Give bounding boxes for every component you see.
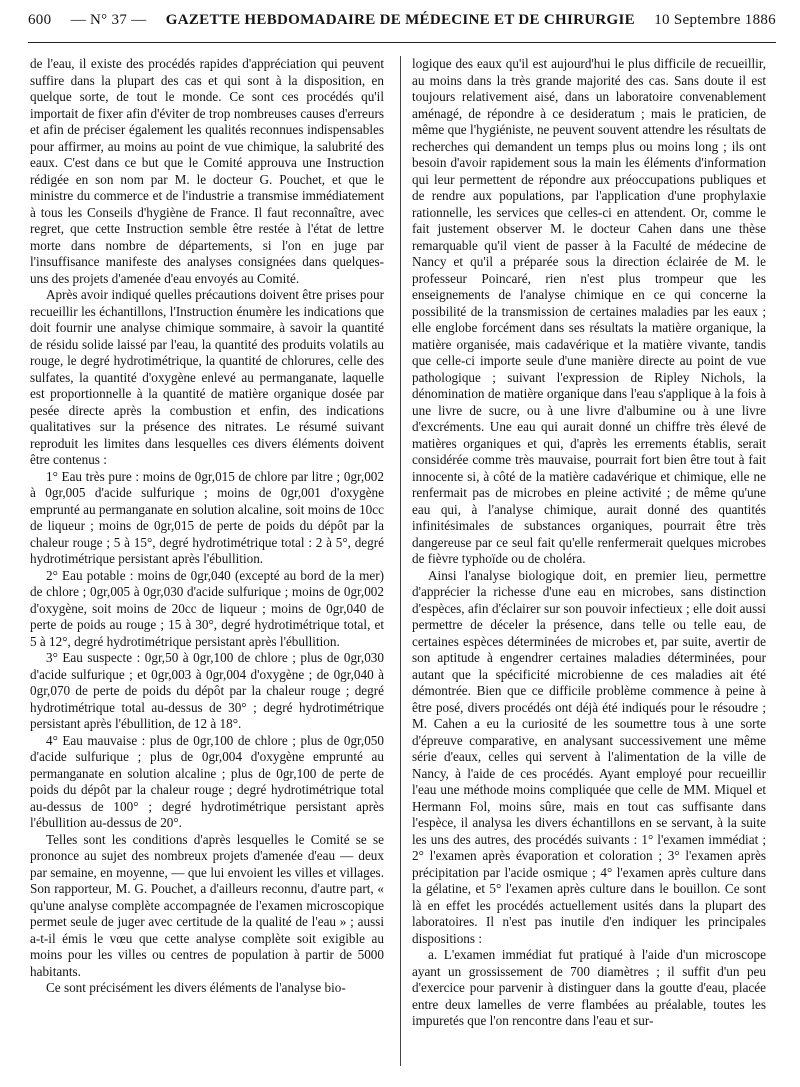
- paragraph: Après avoir indiqué quelles précautions doivent être prises pour recueillir les échantillons, l'Instruction énumère les indications que doit fournir une analyse chimique sommaire, à savoir la quantité de résidu solide laissé par l'eau, la quantité des produits volatils au rouge, le degré hydrotimétrique, la quantité de chlorures, celle des sulfates, la quantité d'oxygène enlevé au permanganate, laquelle est proportionnelle à la quantité de matière organique dosée par pesée directe après la combustion et enfin, des indications qualitatives sur la présence des nitrates. Le résumé suivant reproduit les limites dans lesquelles ces divers éléments doivent être contenus :: [30, 287, 384, 467]
- paragraph: logique des eaux qu'il est aujourd'hui le plus difficile de recueillir, au moins dans la très grande majorité des cas. Sans doute il est toujours relativement aisé, dans un laboratoire convenablement aménagé, de répondre à ce desideratum ; mais le praticien, de même que l'hygiéniste, ne peuvent souvent attendre les résultats de recherches qui demandent un temps plus ou moins long ; ils ont besoin d'avoir rapidement sous la main les éléments d'information qui leur permettent de répondre aux préoccupations publiques et de rendre aux populations, par l'application d'une prophylaxie rationnelle, les services que celles-ci en attendent. Or, comme le fait justement observer M. le docteur Cahen dans une thèse remarquable qu'il vient de passer à la Faculté de médecine de Nancy et qu'il a préparée sous la direction éclairée de M. le professeur Poincaré, rien n'est plus trompeur que les enseignements de l'analyse chimique en ce qui concerne la possibilité de la transmission de certaines maladies par les eaux ; elle englobe forcément dans ses résultats la matière organique, la matière organisée, mais cadavérique et la matière vivante, tandis que celle-ci importe seule d'une manière directe au point de vue pathologique ; suivant l'expression de Ripley Nichols, la dénomination de matière organique dans l'eau s'applique à la fois à une livre de sucre, ou à une livre d'albumine ou à une livre d'excréments. Une eau qui aurait donné un chiffre très élevé de matières organiques et qui, d'après les errements établis, serait considérée comme très mauvaise, pourrait fort bien être tout à fait innocente si, à côté de la matière cadavérique et chimique, elle ne renfermait pas de microbes en pleine activité ; de même qu'une eau qui, à l'analyse chimique, aurait donné des quantités infinitésimales de substances organiques, pourrait être très dangereuse par ce seul fait qu'elle renfermerait quelques microbes de fièvre typhoïde ou de choléra.: [412, 56, 766, 566]
- right-column: [412, 56, 766, 1030]
- left-column: [30, 56, 384, 997]
- paragraph: 1° Eau très pure : moins de 0gr,015 de chlore par litre ; 0gr,002 à 0gr,005 d'acide sulfurique ; moins de 0gr,001 d'oxygène emprunté au permanganate en solution alcaline, soit moins de 10cc de liqueur ; moins de 0gr,015 de perte de poids du dépôt par la chaleur rouge ; 5 à 15°, degré hydrotimétrique total : 2 à 5°, degré hydrotimétrique persistant après l'ébullition.: [30, 468, 384, 566]
- paragraph: Telles sont les conditions d'après lesquelles le Comité se se prononce au sujet des nombreux projets d'amenée d'eau — deux par semaine, en moyenne, — que lui envoient les villes et villages. Son rapporteur, M. G. Pouchet, a d'ailleurs reconnu, d'autre part, « qu'une analyse complète accompagnée de l'examen microscopique permet seule de juger avec certitude de la qualité de l'eau » ; aussi a-t-il émis le vœu que cette analyse complète soit exigible au moins pour les villes ou centres de population à partir de 5000 habitants.: [30, 831, 384, 979]
- paragraph: a. L'examen immédiat fut pratiqué à l'aide d'un microscope ayant un grossissement de 700 diamètres ; il suffit d'un peu d'exercice pour parvenir à distinguer dans la goutte d'eau, placée entre deux lamelles de verre flambées au préalable, toutes les impuretés que l'on rencontre dans l'eau et sur-: [412, 947, 766, 1028]
- column-divider: [400, 56, 401, 1066]
- issue-number: — N° 37 —: [70, 12, 147, 28]
- page-header: [28, 12, 776, 38]
- paragraph: 2° Eau potable : moins de 0gr,040 (excepté au bord de la mer) de chlore ; 0gr,005 à 0gr,030 d'acide sulfurique ; moins de 0gr,002 d'oxygène, soit moins de 20cc de liqueur ; moins de 0gr,040 de perte de poids au rouge ; 15 à 30°, degré hydrotimétrique total, et 5 à 12°, degré hydrotimétrique persistant après l'ébullition.: [30, 567, 384, 649]
- header-rule: [28, 42, 776, 43]
- paragraph: Ainsi l'analyse biologique doit, en premier lieu, permettre d'apprécier la richesse d'une eau en microbes, sans distinction d'espèces, afin d'éclairer sur son pouvoir infectieux ; elle doit aussi permettre de déceler la présence, dans telle ou telle eau, de certaines espèces déterminées de microbes et, par suite, avertir de son aptitude à engendrer certaines maladies déterminées, pour autant que la spécificité microbienne de ces maladies ait été démontrée. Bien que ce difficile problème commence à peine à être posé, divers procédés ont déjà été indiqués pour le résoudre ; M. Cahen a eu la curiosité de les soumettre tous à une sorte d'épreuve comparative, en analysant successivement une même série d'eaux, celles qui servent à l'alimentation de la ville de Nancy, à l'aide de ces procédés. Ayant employé pour recueillir l'eau une méthode moins compliquée que celle de MM. Miquel et Hermann Fol, moins sûre, mais en tout cas suffisante dans l'espèce, il analysa les divers échantillons en se servant, à la suite les uns des autres, des procédés suivants : 1° l'examen immédiat ; 2° l'examen après évaporation et coloration ; 3° l'examen après précipitation par l'acide osmique ; 4° l'examen après culture dans la gélatine, et 5° l'examen après culture dans le bouillon. Ce sont là en effet les procédés actuellement usités dans la plupart des laboratoires. Il n'est pas inutile d'en indiquer les principales dispositions :: [412, 567, 766, 946]
- paragraph: 3° Eau suspecte : 0gr,50 à 0gr,100 de chlore ; plus de 0gr,030 d'acide sulfurique ; et 0gr,003 à 0gr,004 d'oxygène ; de 0gr,040 à 0gr,070 de perte de poids du dépôt par la chaleur rouge ; degré hydrotimétrique total au-dessus de 30° ; degré hydrotimétrique persistant après l'ébullition, de 12 à 18°.: [30, 650, 384, 731]
- paragraph: de l'eau, il existe des procédés rapides d'appréciation qui peuvent suffire dans la plupart des cas et qui sont à la disposition, en quelque sorte, de tout le monde. Ce sont ces procédés qu'il importait de fixer afin d'éviter de trop nombreuses causes d'erreurs et afin de préciser également les qualités reconnues indispensables pour affirmer, au moins au point de vue chimique, la salubrité des eaux. C'est dans ce but que le Comité approuva une Instruction rédigée en son nom par M. le docteur G. Pouchet, et que le ministre du commerce et de l'industrie a transmise immédiatement à tous les Conseils d'hygiène de France. Il faut reconnaître, avec regret, que cette Instruction semble être restée à l'état de lettre morte dans nombre de départements, si l'on en juge par l'insuffisance manifeste des analyses consignées dans quelques-uns des projets d'amenée d'eau envoyés au Comité.: [30, 56, 384, 286]
- page-number: 600: [28, 12, 52, 28]
- paragraph: Ce sont précisément les divers éléments de l'analyse bio-: [46, 980, 346, 995]
- issue-date: 10 Septembre 1886: [654, 12, 776, 28]
- journal-title: GAZETTE HEBDOMADAIRE DE MÉDECINE ET DE CHIRURGIE: [165, 12, 635, 28]
- paragraph: 4° Eau mauvaise : plus de 0gr,100 de chlore ; plus de 0gr,050 d'acide sulfurique ; plus de 0gr,004 d'oxygène emprunté au permanganate en solution alcaline ; plus de 0gr,100 de perte de poids du dépôt par la chaleur rouge ; degré hydrotimétrique total au-dessus de 100° ; degré hydrotimétrique persistant après l'ébullition au-dessus de 20°.: [30, 732, 384, 830]
